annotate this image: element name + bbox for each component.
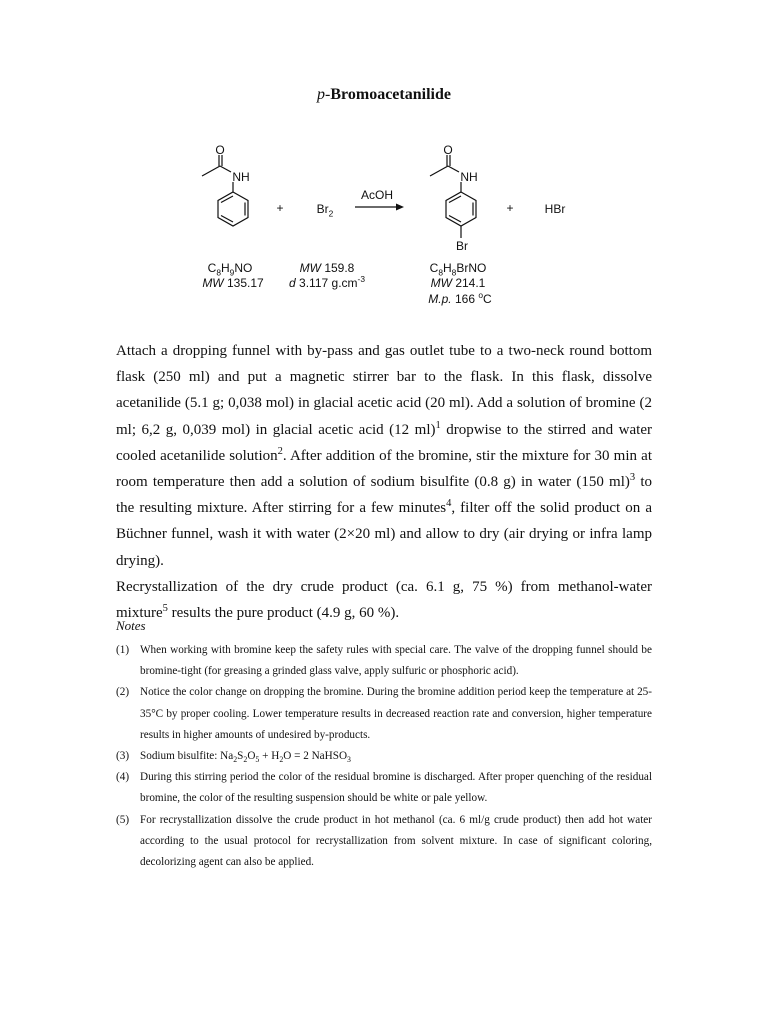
nh-label-1: NH bbox=[232, 170, 250, 184]
reaction-scheme bbox=[0, 0, 768, 320]
oxygen-label-2: O bbox=[443, 143, 453, 157]
note-item: (3) Sodium bisulfite: $Na_2S_2O_5 + H_2O = 2$ NaHSO$_3$ bbox=[116, 750, 351, 765]
bromine-density: d 3.117 $g.cm^{-3}$ bbox=[289, 274, 365, 290]
note-item: (4) During this stirring period the color of the residual bromine is discharged. After proper quenching of the residual bromine, the color of the resulting suspension should be white or pale yellow. bbox=[116, 771, 652, 805]
product-formula: $C_8H_8BrNO$ bbox=[429, 261, 487, 278]
bromine-reagent: $Br_2$ bbox=[316, 202, 334, 219]
hbr-byproduct: HBr bbox=[544, 202, 566, 216]
acetanilide-formula: $C_8H_9NO$ bbox=[207, 261, 253, 278]
acetanilide-mw: MW 135.17 bbox=[202, 276, 264, 290]
note-item: (2) Notice the color change on dropping the bromine. During the bromine addition period keep the temperature at 25-35°C by proper cooling. Lower temperature results in decreased reaction rate and conversion, higher temperature results in higher amounts of undesired by-products. bbox=[116, 686, 652, 741]
plus-sign-2: + bbox=[506, 201, 514, 215]
note-item: (1) When working with bromine keep the safety rules with special care. The valve of the dropping funnel should be bromine-tight (for greasing a grinded glass valve, apply sulfuric or phosphoric acid). bbox=[116, 644, 652, 678]
note-item: (5) For recrystallization dissolve the crude product in hot methanol (ca. 6 ml/g crude product) then add hot water according to the usual protocol for recrystallization from solvent mixture. In case of significant coloring, decolorizing agent can also be applied. bbox=[116, 813, 652, 869]
p-bromoacetanilide-structure bbox=[430, 155, 476, 238]
product-mw: MW 214.1 bbox=[430, 276, 486, 290]
nh-label-2: NH bbox=[460, 170, 478, 184]
arrow-head bbox=[396, 204, 404, 211]
arrow-label-acoh: AcOH bbox=[360, 188, 393, 202]
product-melting-point: M.p. 166 $^o$C bbox=[428, 290, 492, 306]
bromine-mw: MW 159.8 bbox=[299, 261, 355, 275]
plus-sign-1: + bbox=[276, 201, 284, 215]
oxygen-label-1: O bbox=[215, 143, 225, 157]
page-title: p-Bromoacetanilide bbox=[317, 86, 451, 103]
br-label: Br bbox=[456, 239, 468, 253]
acetanilide-structure bbox=[202, 155, 248, 226]
procedure-text bbox=[116, 338, 652, 626]
notes-list bbox=[116, 640, 652, 873]
notes-heading: Notes bbox=[116, 618, 146, 633]
procedure-paragraph-1: Attach a dropping funnel with by-pass and gas outlet tube to a two-neck round bottom flask (250 ml) and put a magnetic stirrer bar to the flask. In this flask, dissolve acetanilide (5.1 g; 0,038 mol) in glacial acetic acid (20 ml). Add a solution of bromine (2 ml; 6,2 g, 0,039 mol) in glacial acetic acid (12 ml)$^1$ dropwise to the stirred and water cooled acetanilide solution$^2$. After addition of the bromine, stir the mixture for 30 min at room temperature then add a solution of sodium bisulfite (0.8 g) in water (150 ml)$^3$ to the resulting mixture. After stirring for a few minutes$^4$, filter off the solid product on a Büchner funnel, wash it with water (2×20 ml) and allow to dry (air drying or infra lamp drying). bbox=[116, 343, 653, 569]
procedure-paragraph-2: Recrystallization of the dry crude product (ca. 6.1 g, 75 %) from methanol-water mixture$^5$ results the pure product (4.9 g, 60 %). bbox=[116, 578, 652, 622]
